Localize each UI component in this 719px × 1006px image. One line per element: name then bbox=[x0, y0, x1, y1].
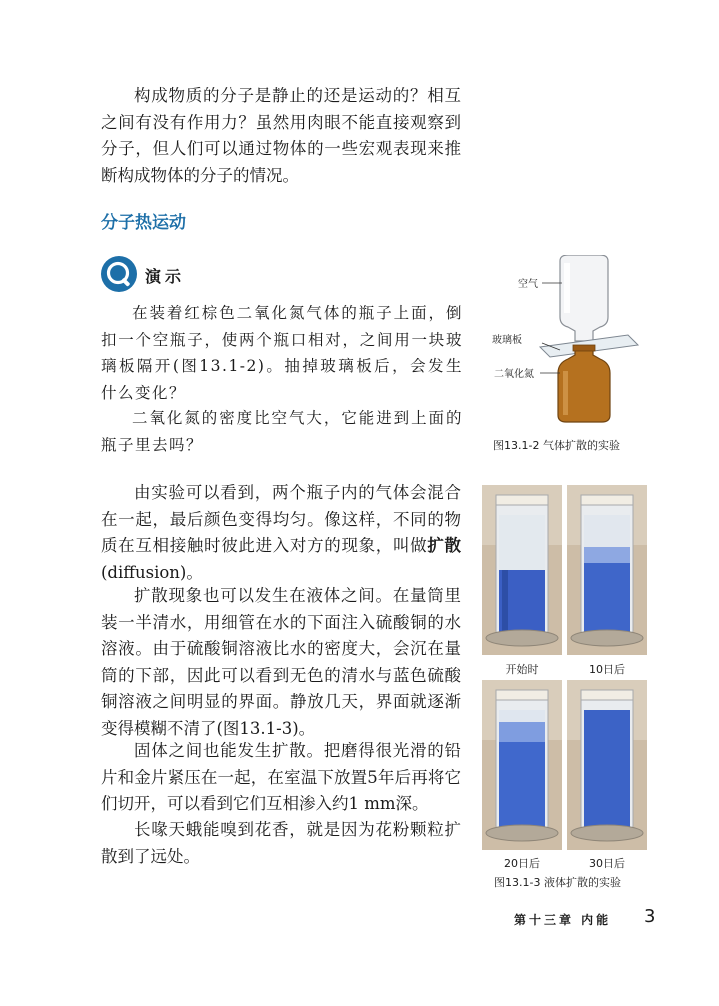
photo-label-30-days: 30日后 bbox=[589, 857, 625, 870]
photo-10-days bbox=[567, 485, 647, 655]
demo-paragraph-1: 在装着红棕色二氧化氮气体的瓶子上面，倒扣一个空瓶子，使两个瓶口相对，之间用一块玻璃板隔开(图13.1-2)。抽掉玻璃板后，会发生什么变化？ bbox=[101, 304, 463, 402]
photo-label-10-days: 10日后 bbox=[589, 663, 625, 676]
page-number: 3 bbox=[644, 906, 656, 927]
diffusion-paragraph-3: 固体之间也能发生扩散。把磨得很光滑的铅片和金片紧压在一起，在室温下放置5年后再将它们切开，可以看到它们互相渗入约1 mm深。 bbox=[101, 741, 461, 813]
diffusion-text-before: 由实验可以看到，两个瓶子内的气体会混合在一起，最后颜色变得均匀。像这样，不同的物质在互相接触时彼此进入对方的现象，叫做 bbox=[101, 483, 461, 555]
label-glass-plate: 玻璃板 bbox=[492, 335, 522, 346]
label-air: 空气 bbox=[518, 279, 538, 290]
section-title: 分子热运动 bbox=[101, 213, 186, 233]
diffusion-term: 扩散 bbox=[427, 536, 462, 555]
figure-13-1-2-caption: 图13.1-2 气体扩散的实验 bbox=[493, 439, 620, 452]
diffusion-text-after: (diffusion)。 bbox=[101, 562, 203, 582]
diffusion-paragraph-1 bbox=[101, 480, 461, 586]
photo-label-start: 开始时 bbox=[505, 663, 539, 676]
figure-13-1-3-caption: 图13.1-3 液体扩散的实验 bbox=[494, 876, 621, 889]
photo-30-days bbox=[567, 680, 647, 850]
photo-20-days bbox=[482, 680, 562, 850]
photo-start bbox=[482, 485, 562, 655]
intro-paragraph: 构成物质的分子是静止的还是运动的？相互之间有没有作用力？虽然用肉眼不能直接观察到分子，但人们可以通过物体的一些宏观表现来推断构成物体的分子的情况。 bbox=[101, 86, 461, 185]
demo-label: 演示 bbox=[145, 267, 186, 286]
demo-paragraph-2: 二氧化氮的密度比空气大，它能进到上面的瓶子里去吗？ bbox=[101, 409, 463, 454]
diffusion-paragraph-2: 扩散现象也可以发生在液体之间。在量筒里装一半清水，用细管在水的下面注入硫酸铜的水溶液。由于硫酸铜溶液比水的密度大，会沉在量筒的下部，因此可以看到无色的清水与蓝色硫酸铜溶液之间明显的界面。静放几天，界面就逐渐变得模糊不清了(图13.1-3)。 bbox=[101, 586, 461, 738]
photo-label-20-days: 20日后 bbox=[504, 857, 540, 870]
label-no2: 二氧化氮 bbox=[494, 369, 534, 380]
diffusion-paragraph-4: 长喙天蛾能嗅到花香，就是因为花粉颗粒扩散到了远处。 bbox=[101, 820, 461, 866]
demo-icon bbox=[100, 255, 138, 293]
gas-diffusion-figure bbox=[488, 255, 688, 430]
footer-chapter: 第十三章 内能 bbox=[514, 913, 612, 927]
